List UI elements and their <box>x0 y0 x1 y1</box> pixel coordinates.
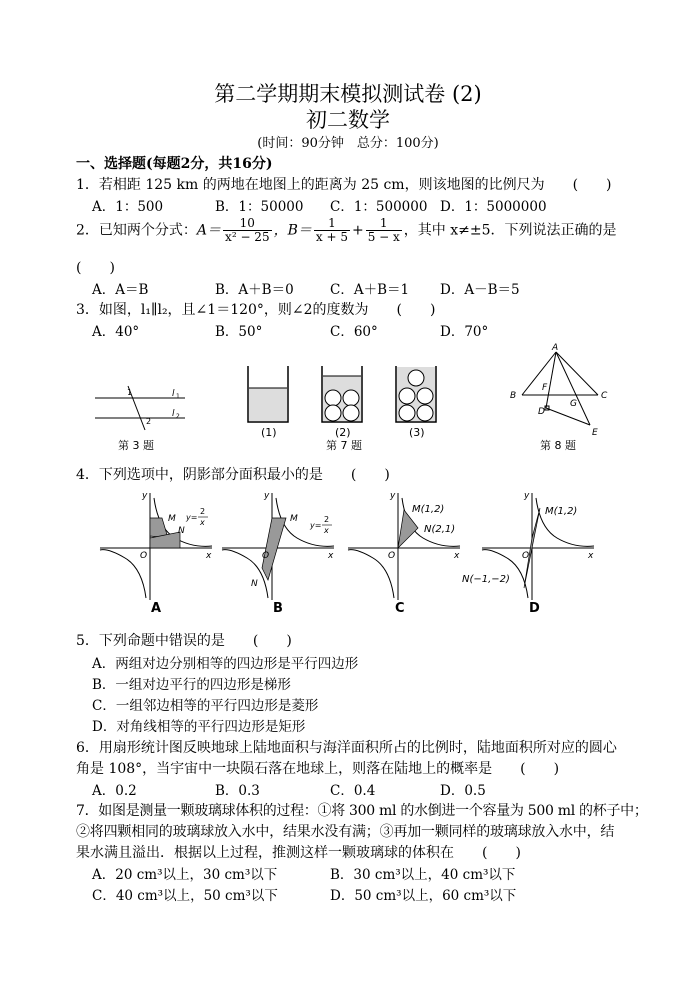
q4-label-a: A <box>151 601 162 616</box>
q2-option-d: D．A－B＝5 <box>440 282 520 298</box>
q5-option-b: B．一组对边平行的四边形是梯形 <box>92 677 291 693</box>
svg-text:y: y <box>264 491 270 501</box>
q5-text: 5．下列命题中错误的是 ( ) <box>76 633 292 649</box>
q3-option-c: C．60° <box>330 324 378 340</box>
svg-text:x: x <box>588 551 594 561</box>
svg-text:2: 2 <box>146 417 152 426</box>
svg-text:l: l <box>172 409 175 419</box>
fig7-caption: 第 7 题 <box>326 439 362 452</box>
svg-text:O: O <box>388 551 396 561</box>
svg-text:M(1,2): M(1,2) <box>412 504 445 515</box>
q1-text: 1．若相距 125 km 的两地在地图上的距离为 25 cm，则该地图的比例尺为 ( ) <box>76 177 612 193</box>
fig8-caption: 第 8 题 <box>540 439 576 452</box>
svg-text:y: y <box>390 491 396 501</box>
q2-fraction-a <box>223 217 272 244</box>
svg-text:y=: y= <box>186 513 198 522</box>
q4-graph-d <box>462 491 594 600</box>
svg-text:M: M <box>290 514 298 524</box>
q5-option-d: D．对角线相等的平行四边形是矩形 <box>92 719 306 735</box>
q4-text: 4．下列选项中，阴影部分面积最小的是 ( ) <box>76 467 390 483</box>
fig8-triangles <box>522 352 598 425</box>
q5-option-a: A．两组对边分别相等的四边形是平行四边形 <box>92 656 359 672</box>
q3-option-b: B．50° <box>215 324 263 340</box>
svg-text:C: C <box>601 391 608 401</box>
q7-option-b: B．30 cm³以上，40 cm³以下 <box>330 867 516 883</box>
q4-label-d: D <box>529 601 540 616</box>
svg-text:O: O <box>262 551 270 561</box>
beaker2-label: (2) <box>335 426 351 439</box>
fig7-beakers <box>248 366 436 422</box>
q1-option-b: B．1：50000 <box>215 199 304 215</box>
svg-text:y: y <box>524 491 530 501</box>
svg-text:2: 2 <box>200 507 206 516</box>
q2-line <box>76 217 617 244</box>
q6-option-a: A．0.2 <box>92 783 137 799</box>
q4-graph-c <box>348 491 460 600</box>
q7-option-d: D．50 cm³以上，60 cm³以下 <box>330 888 517 904</box>
q6-option-b: B．0.3 <box>215 783 260 799</box>
svg-text:x: x <box>328 551 334 561</box>
section-heading: 一、选择题(每题2分，共16分) <box>76 156 273 172</box>
q2-b2-den: 5 − x <box>367 230 400 244</box>
figure-row <box>0 340 696 460</box>
svg-text:N: N <box>178 526 185 536</box>
q2-option-a: A．A＝B <box>92 282 149 298</box>
svg-text:O: O <box>522 551 530 561</box>
q6-line2: 角是 108°，当宇宙中一块陨石落在地球上，则落在陆地上的概率是 ( ) <box>76 761 560 777</box>
svg-text:O: O <box>140 551 148 561</box>
q4-label-c: C <box>395 601 405 616</box>
q2-b-lhs: ，B＝ <box>273 222 312 239</box>
fig3-parallel-lines <box>95 386 185 430</box>
q1-option-a: A．1：500 <box>92 199 164 215</box>
svg-text:B: B <box>510 391 517 401</box>
svg-text:1: 1 <box>127 388 133 397</box>
q4-label-b: B <box>273 601 283 616</box>
q2-plus: + <box>351 222 364 239</box>
svg-text:x: x <box>324 526 329 535</box>
svg-text:G: G <box>570 399 577 409</box>
q1-option-d: D．1：5000000 <box>440 199 547 215</box>
svg-text:N(2,1): N(2,1) <box>424 524 456 535</box>
q2-option-c: C．A＋B＝1 <box>330 282 410 298</box>
q2-fraction-b1 <box>314 217 350 244</box>
q7-line1: 7．如图是测量一颗玻璃球体积的过程：①将 300 ml 的水倒进一个容量为 500 ml 的杯子中； <box>76 803 648 819</box>
q3-option-a: A．40° <box>92 324 140 340</box>
svg-text:x: x <box>200 518 205 527</box>
q2-suffix: ，其中 x≠±5．下列说法正确的是 <box>403 222 617 239</box>
q2-b1-den: x + 5 <box>315 230 348 244</box>
q3-option-d: D．70° <box>440 324 489 340</box>
svg-text:M: M <box>168 514 176 524</box>
q2-fraction-b2 <box>366 217 402 244</box>
q7-line2: ②将四颗相同的玻璃球放入水中，结果水没有满；③再加一颗同样的玻璃球放入水中，结 <box>76 824 615 840</box>
q1-option-c: C．1：500000 <box>330 199 428 215</box>
exam-info: (时间：90分钟 总分：100分) <box>257 136 439 151</box>
q5-option-c: C．一组邻边相等的平行四边形是菱形 <box>92 698 319 714</box>
q6-option-c: C．0.4 <box>330 783 376 799</box>
svg-text:M(1,2): M(1,2) <box>545 506 578 517</box>
q7-line3: 果水满且溢出．根据以上过程，推测这样一颗玻璃球的体积在 ( ) <box>76 845 521 861</box>
q6-line1: 6．用扇形统计图反映地球上陆地面积与海洋面积所占的比例时，陆地面积所对应的圆心 <box>76 740 617 756</box>
beaker1-label: (1) <box>261 426 277 439</box>
q6-option-d: D．0.5 <box>440 783 486 799</box>
q3-text: 3．如图，l₁∥l₂，且∠1＝120°，则∠2的度数为 ( ) <box>76 302 436 318</box>
q2-a-den: x² − 25 <box>225 230 270 244</box>
svg-text:2: 2 <box>324 515 330 524</box>
svg-text:2: 2 <box>176 413 180 420</box>
q2-option-b: B．A＋B＝0 <box>215 282 294 298</box>
svg-text:E: E <box>592 428 598 438</box>
q7-option-a: A．20 cm³以上，30 cm³以下 <box>92 867 278 883</box>
q2-a-num: 10 <box>223 217 272 231</box>
svg-text:x: x <box>454 551 460 561</box>
svg-text:F: F <box>542 383 548 393</box>
beaker3-label: (3) <box>409 426 425 439</box>
svg-text:N: N <box>251 579 258 589</box>
fig3-caption: 第 3 题 <box>118 439 154 452</box>
q4-graph-a <box>100 491 212 600</box>
page-title: 第二学期期末模拟测试卷 (2) <box>214 82 482 106</box>
svg-text:A: A <box>552 343 559 353</box>
svg-text:l: l <box>172 389 175 399</box>
page-subtitle: 初二数学 <box>306 108 390 132</box>
svg-text:y: y <box>142 491 148 501</box>
svg-text:1: 1 <box>176 393 180 400</box>
svg-text:y=: y= <box>310 521 322 530</box>
svg-text:x: x <box>206 551 212 561</box>
q4-graph-b <box>222 491 334 600</box>
q2-a-lhs: A＝ <box>196 222 222 239</box>
q4-graphs <box>0 488 696 618</box>
svg-text:N(−1,−2): N(−1,−2) <box>462 574 510 585</box>
q2-b1-num: 1 <box>314 217 350 231</box>
q7-option-c: C．40 cm³以上，50 cm³以下 <box>92 888 278 904</box>
svg-text:D: D <box>538 407 545 417</box>
q2-b2-num: 1 <box>366 217 402 231</box>
q2-prefix: 2．已知两个分式： <box>76 222 197 239</box>
q2-paren: ( ) <box>76 260 115 276</box>
